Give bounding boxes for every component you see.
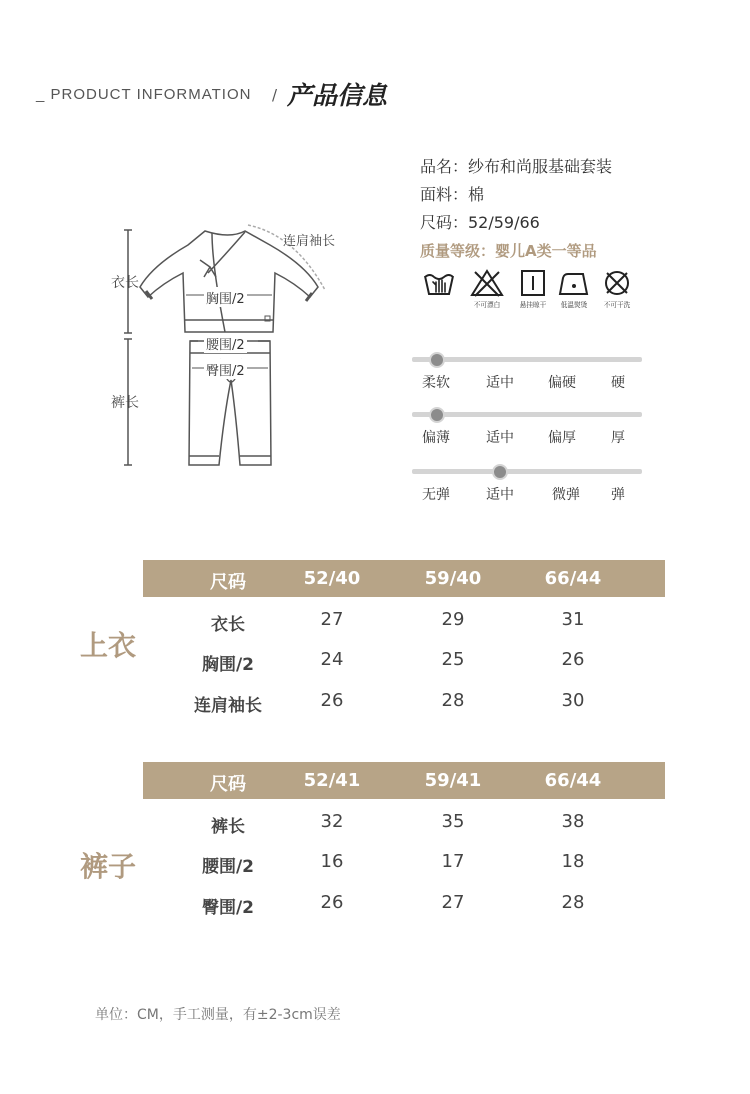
label-hip: 臀围/2 <box>204 360 247 379</box>
softness-label: 柔软 <box>422 375 450 391</box>
top-header-col: 59/40 <box>424 568 482 589</box>
elasticity-label: 微弹 <box>552 487 580 503</box>
product-size: 尺码：52/59/66 <box>420 213 540 232</box>
elasticity-label: 弹 <box>611 487 625 503</box>
softness-knob <box>429 352 445 368</box>
thickness-track <box>412 412 642 417</box>
product-name: 品名：纱布和尚服基础套装 <box>420 157 613 176</box>
pants-side-label: 裤子 <box>80 850 137 883</box>
label-pants-length: 裤长 <box>111 395 139 411</box>
no-bleach-icon <box>470 268 504 298</box>
thickness-label: 厚 <box>611 430 625 446</box>
elasticity-knob <box>492 464 508 480</box>
top-cell: 30 <box>561 690 585 711</box>
pants-header-col: 59/41 <box>424 770 482 791</box>
care-label: 悬挂晾干 <box>519 301 547 309</box>
care-item <box>469 268 505 310</box>
label-top-length: 衣长 <box>111 275 139 291</box>
thickness-knob <box>429 407 445 423</box>
pants-cell: 32 <box>320 811 344 832</box>
elasticity-track <box>412 469 642 474</box>
label-chest: 胸围/2 <box>204 288 247 307</box>
thickness-label: 适中 <box>486 430 514 446</box>
top-cell: 27 <box>320 609 344 630</box>
softness-track <box>412 357 642 362</box>
top-header-size: 尺码 <box>210 572 246 593</box>
product-grade: 质量等级：婴儿A类一等品 <box>420 242 597 260</box>
care-label: 不可漂白 <box>473 301 501 309</box>
header-english: _ PRODUCT INFORMATION <box>36 86 252 103</box>
pants-header-col: 52/41 <box>303 770 361 791</box>
top-cell: 24 <box>320 649 344 670</box>
softness-label: 硬 <box>611 375 625 391</box>
pants-cell: 28 <box>561 892 585 913</box>
pants-row-label: 腰围/2 <box>201 857 255 877</box>
pants-cell: 18 <box>561 851 585 872</box>
top-cell: 31 <box>561 609 585 630</box>
softness-label: 偏硬 <box>548 375 576 391</box>
thickness-label: 偏厚 <box>548 430 576 446</box>
elasticity-label: 适中 <box>486 487 514 503</box>
care-item <box>515 268 551 310</box>
top-cell: 26 <box>320 690 344 711</box>
low-iron-icon <box>557 268 591 298</box>
elasticity-label: 无弹 <box>422 487 450 503</box>
care-item <box>599 268 635 310</box>
top-side-label: 上衣 <box>80 629 137 662</box>
pants-cell: 17 <box>441 851 465 872</box>
top-row-label: 胸围/2 <box>201 655 255 675</box>
hand-wash-icon <box>422 268 456 298</box>
top-cell: 28 <box>441 690 465 711</box>
pants-cell: 38 <box>561 811 585 832</box>
care-item <box>556 268 592 310</box>
top-header-col: 52/40 <box>303 568 361 589</box>
pants-cell: 35 <box>441 811 465 832</box>
top-cell: 29 <box>441 609 465 630</box>
thickness-label: 偏薄 <box>422 430 450 446</box>
product-fabric: 面料：棉 <box>420 185 485 204</box>
care-label: 不可干洗 <box>603 301 631 309</box>
pants-row-label: 臀围/2 <box>201 898 255 918</box>
pants-cell: 27 <box>441 892 465 913</box>
top-cell: 26 <box>561 649 585 670</box>
header-slash: / <box>272 86 278 104</box>
top-header-col: 66/44 <box>544 568 602 589</box>
top-row-label: 连肩袖长 <box>194 696 262 716</box>
pants-cell: 16 <box>320 851 344 872</box>
label-sleeve-length: 连肩袖长 <box>283 234 336 249</box>
page-title: 产品信息 <box>287 81 388 110</box>
hang-dry-icon <box>516 268 550 298</box>
no-dry-clean-icon <box>600 268 634 298</box>
top-cell: 25 <box>441 649 465 670</box>
measurement-note: 单位：CM，手工测量，有±2-3cm误差 <box>95 1007 341 1023</box>
softness-label: 适中 <box>486 375 514 391</box>
pants-cell: 26 <box>320 892 344 913</box>
care-label: 低温熨烫 <box>560 301 588 309</box>
label-waist: 腰围/2 <box>204 334 247 353</box>
pants-row-label: 裤长 <box>211 817 245 837</box>
care-item <box>421 268 457 300</box>
pants-header-col: 66/44 <box>544 770 602 791</box>
top-row-label: 衣长 <box>211 615 245 635</box>
pants-header-size: 尺码 <box>210 774 246 795</box>
